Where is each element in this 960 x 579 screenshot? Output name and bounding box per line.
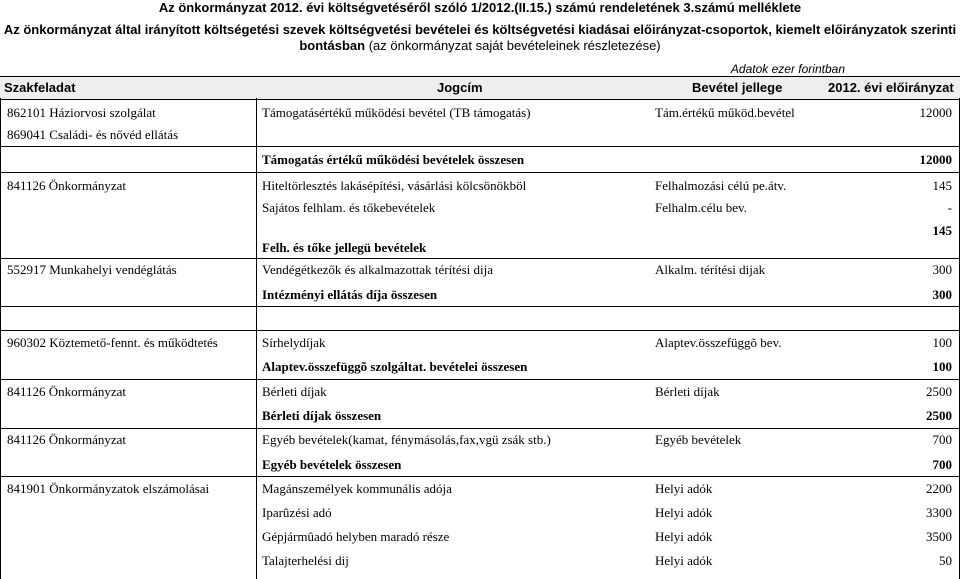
- table-row-jelleg: Helyi adók: [655, 481, 713, 496]
- row-divider: [0, 428, 960, 429]
- subtotal-value: 700: [932, 457, 952, 472]
- table-row-szakfeladat: 841126 Önkormányzat: [7, 384, 127, 399]
- table-row-jogcim: Talajterhelési dij: [262, 553, 349, 568]
- table-row-jogcim: Hiteltörlesztés lakásépítési, vásárlási kölcsönökböl: [262, 178, 527, 193]
- row-divider: [0, 379, 960, 380]
- table-row-ertek: 2200: [926, 481, 952, 496]
- grid-line: [0, 98, 1, 579]
- table-row-jelleg: Felhalmozási célú pe.átv.: [655, 178, 787, 193]
- row-divider: [0, 172, 960, 173]
- col-eloiranyzat: 2012. évi előirányzat: [828, 80, 954, 95]
- table-row-jelleg: Tám.értékű működ.bevétel: [655, 105, 795, 120]
- col-bevetel-jellege: Bevétel jellege: [692, 80, 783, 95]
- subtitle-bold: bontásban: [299, 38, 366, 53]
- table-row-szakfeladat: 841901 Önkormányzatok elszámolásai: [7, 481, 210, 496]
- table-row-jelleg: Egyéb bevételek: [655, 432, 742, 447]
- grid-line: [256, 98, 257, 579]
- table-header: [0, 76, 960, 100]
- table-row-ertek: 50: [939, 553, 952, 568]
- table-row-jelleg: Helyi adók: [655, 529, 713, 544]
- table-row-jogcim: Vendégétkezők és alkalmazottak térítési dija: [262, 262, 494, 277]
- unit-note: Adatok ezer forintban: [730, 62, 845, 76]
- document-subtitle: Az önkormányzat által irányított költségetési szevek költségvetési bevételei és költségvetési kiadásai előirányzat-csoportok, kiemelt előirányzatok szerinti: [3, 22, 957, 37]
- table-row-jogcim: Magánszemélyek kommunális adója: [262, 481, 452, 496]
- subtotal-value: 100: [932, 359, 952, 374]
- row-divider: [0, 258, 960, 259]
- table-row-jogcim: Sírhelydíjak: [262, 335, 326, 350]
- table-row-szakfeladat: 862101 Háziorvosi szolgálat: [7, 105, 156, 120]
- table-row-jelleg: Alaptev.összefüggõ bev.: [655, 335, 782, 350]
- subtotal-value: 300: [932, 287, 952, 302]
- document-title: Az önkormányzat 2012. évi költségvetéséről szóló 1/2012.(II.15.) számú rendeletének 3.számú melléklete: [158, 0, 802, 15]
- table-row-ertek: 3500: [926, 529, 952, 544]
- subtotal-value: 145: [932, 223, 952, 238]
- col-jogcim: Jogcím: [437, 80, 483, 95]
- table-row-ertek: 300: [932, 262, 952, 277]
- table-row-ertek: 12000: [919, 105, 952, 120]
- table-row-ertek: 145: [932, 178, 952, 193]
- document-subtitle-line2: [0, 38, 960, 54]
- table-row-jelleg: Alkalm. térítési dijak: [655, 262, 766, 277]
- table-row-ertek: 2500: [926, 384, 952, 399]
- table-row-szakfeladat: 552917 Munkahelyi vendéglátás: [7, 262, 177, 277]
- subtotal-label: Bérleti díjak összesen: [262, 408, 382, 423]
- table-row-ertek: -: [947, 200, 952, 215]
- table-row-szakfeladat: 869041 Családi- és nővéd ellátás: [7, 127, 179, 142]
- table-row-jogcim: Iparûzési adó: [262, 505, 332, 520]
- table-row-ertek: 100: [932, 335, 952, 350]
- table-row-jelleg: Bérleti díjak: [655, 384, 720, 399]
- subtotal-label: Felh. és tőke jellegü bevételek: [262, 240, 427, 255]
- col-szakfeladat: Szakfeladat: [4, 80, 76, 95]
- subtotal-label: Egyéb bevételek összesen: [262, 457, 402, 472]
- row-divider: [0, 306, 960, 307]
- subtitle-rest: (az önkormányzat saját bevételeinek részletezése): [365, 38, 661, 53]
- table-row-szakfeladat: 841126 Önkormányzat: [7, 178, 127, 193]
- row-divider: [0, 146, 960, 147]
- table-row-ertek: 3300: [926, 505, 952, 520]
- subtotal-label: Támogatás értékű működési bevételek összesen: [262, 152, 525, 167]
- table-row-jogcim: Támogatásértékű működési bevétel (TB támogatás): [262, 105, 531, 120]
- table-row-szakfeladat: 841126 Önkormányzat: [7, 432, 127, 447]
- subtotal-label: Intézményi ellátás díja összesen: [262, 287, 438, 302]
- row-divider: [0, 476, 960, 477]
- table-row-jelleg: Felhalm.célu bev.: [655, 200, 747, 215]
- table-row-ertek: 700: [932, 432, 952, 447]
- table-row-jelleg: Helyi adók: [655, 553, 713, 568]
- table-row-jogcim: Bérleti díjak: [262, 384, 327, 399]
- row-divider: [0, 330, 960, 331]
- table-row-szakfeladat: 960302 Köztemető-fennt. és működtetés: [7, 335, 218, 350]
- table-row-jelleg: Helyi adók: [655, 505, 713, 520]
- subtotal-value: 2500: [926, 408, 952, 423]
- table-row-jogcim: Gépjármûadó helyben maradó része: [262, 529, 450, 544]
- table-row-jogcim: Sajátos felhlam. és tőkebevételek: [262, 200, 436, 215]
- subtotal-value: 12000: [919, 152, 952, 167]
- subtotal-label: Alaptev.összefüggõ szolgáltat. bevételei összesen: [262, 359, 528, 374]
- table-row-jogcim: Egyéb bevételek(kamat, fénymásolás,fax,vgü zsák stb.): [262, 432, 551, 447]
